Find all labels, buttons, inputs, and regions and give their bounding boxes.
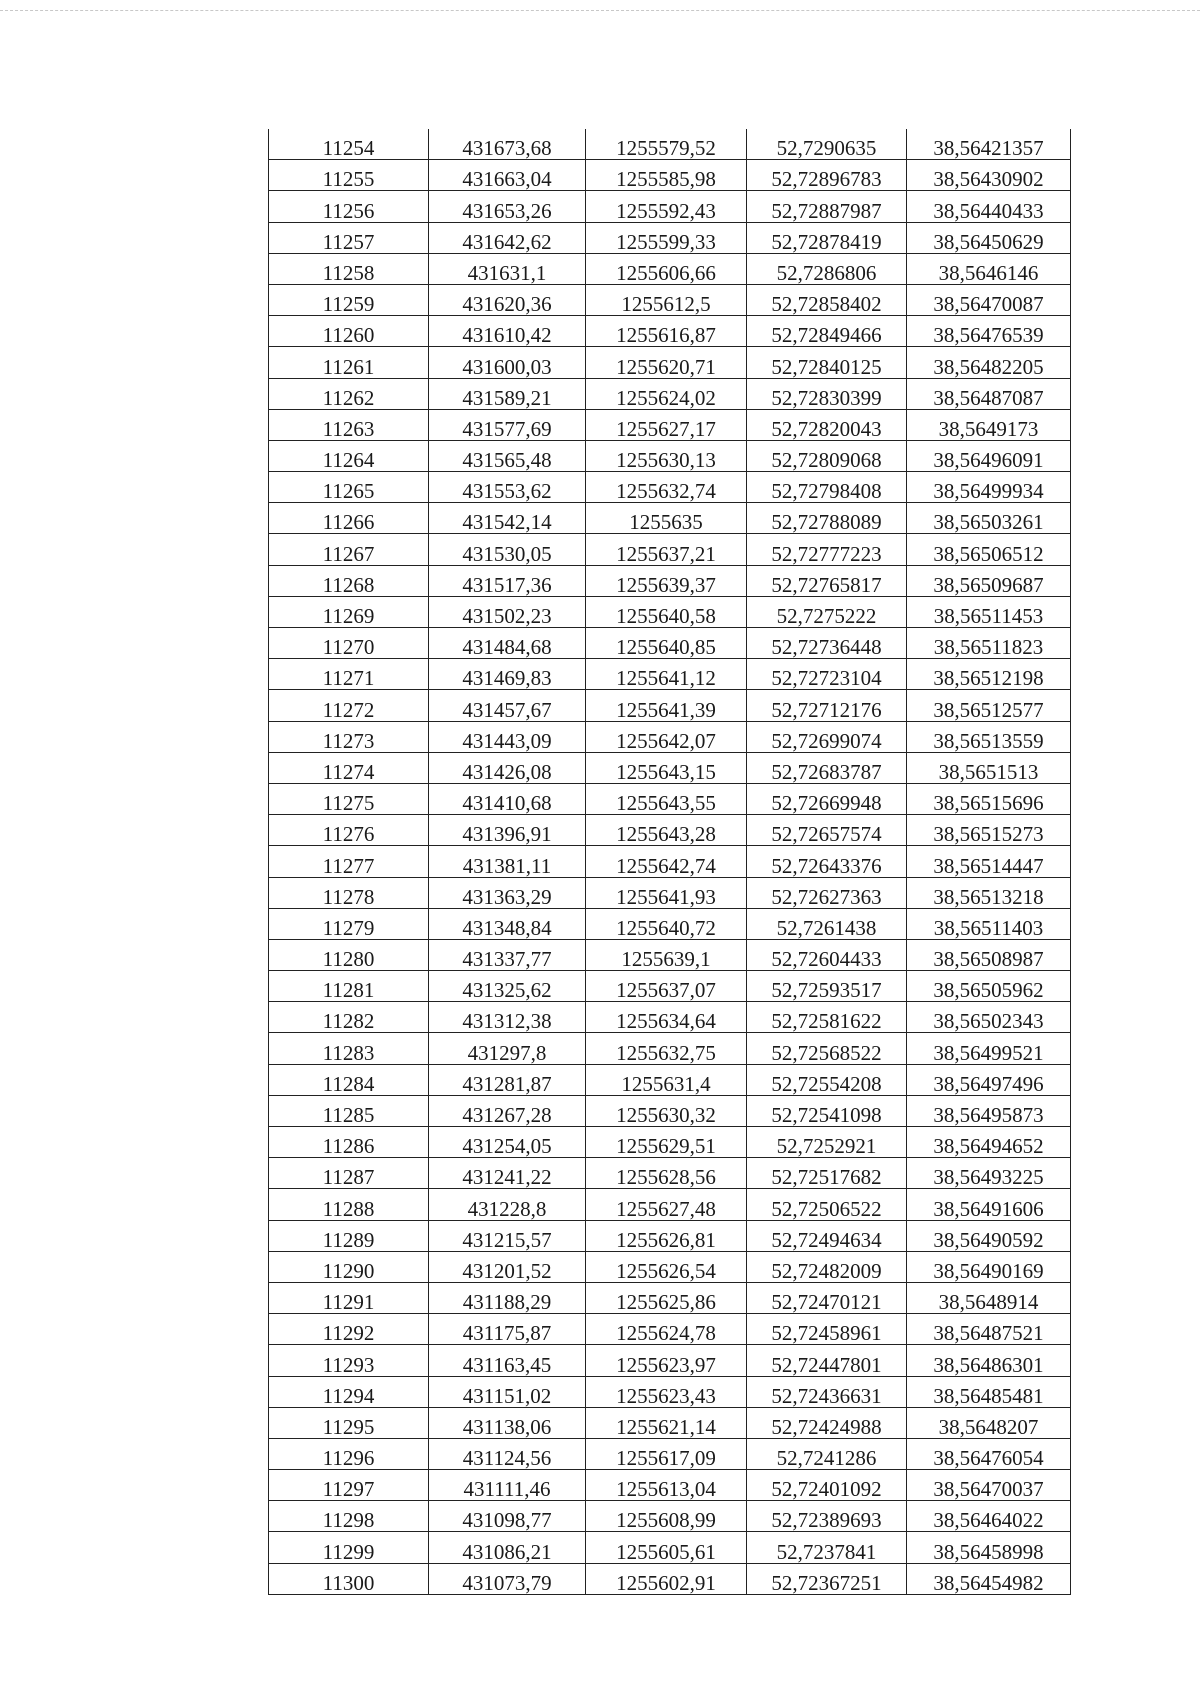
x-coordinate-cell: 431469,83 [429,659,586,690]
y-coordinate-cell: 1255634,64 [586,1002,747,1033]
y-coordinate-cell: 1255624,02 [586,378,747,409]
point-number-cell: 11265 [269,472,429,503]
x-coordinate-cell: 431267,28 [429,1095,586,1126]
table-row [269,846,1071,877]
y-coordinate-cell: 1255632,75 [586,1033,747,1064]
latitude-cell: 52,7241286 [747,1438,907,1469]
y-coordinate-cell: 1255640,72 [586,908,747,939]
y-coordinate-cell: 1255631,4 [586,1064,747,1095]
x-coordinate-cell: 431517,36 [429,565,586,596]
longitude-cell: 38,56491606 [907,1189,1071,1220]
point-number-cell: 11263 [269,409,429,440]
point-number-cell: 11264 [269,440,429,471]
latitude-cell: 52,72447801 [747,1345,907,1376]
point-number-cell: 11260 [269,316,429,347]
x-coordinate-cell: 431673,68 [429,129,586,160]
x-coordinate-cell: 431410,68 [429,783,586,814]
x-coordinate-cell: 431337,77 [429,939,586,970]
table-row [269,534,1071,565]
latitude-cell: 52,72604433 [747,939,907,970]
longitude-cell: 38,56497496 [907,1064,1071,1095]
point-number-cell: 11300 [269,1563,429,1594]
table-row [269,440,1071,471]
x-coordinate-cell: 431396,91 [429,815,586,846]
table-row [269,378,1071,409]
longitude-cell: 38,56487521 [907,1314,1071,1345]
x-coordinate-cell: 431151,02 [429,1376,586,1407]
point-number-cell: 11282 [269,1002,429,1033]
point-number-cell: 11274 [269,752,429,783]
latitude-cell: 52,72627363 [747,877,907,908]
longitude-cell: 38,56470087 [907,284,1071,315]
latitude-cell: 52,72830399 [747,378,907,409]
point-number-cell: 11275 [269,783,429,814]
longitude-cell: 38,5648207 [907,1407,1071,1438]
table-row [269,1345,1071,1376]
point-number-cell: 11268 [269,565,429,596]
y-coordinate-cell: 1255632,74 [586,472,747,503]
longitude-cell: 38,5649173 [907,409,1071,440]
table-row [269,1314,1071,1345]
table-row [269,659,1071,690]
x-coordinate-cell: 431163,45 [429,1345,586,1376]
latitude-cell: 52,72470121 [747,1282,907,1313]
x-coordinate-cell: 431530,05 [429,534,586,565]
x-coordinate-cell: 431348,84 [429,908,586,939]
point-number-cell: 11272 [269,690,429,721]
y-coordinate-cell: 1255637,07 [586,971,747,1002]
table-row [269,1064,1071,1095]
y-coordinate-cell: 1255579,52 [586,129,747,160]
longitude-cell: 38,56511823 [907,628,1071,659]
point-number-cell: 11284 [269,1064,429,1095]
point-number-cell: 11255 [269,160,429,191]
point-number-cell: 11254 [269,129,429,160]
y-coordinate-cell: 1255635 [586,503,747,534]
longitude-cell: 38,56440433 [907,191,1071,222]
y-coordinate-cell: 1255640,85 [586,628,747,659]
longitude-cell: 38,56506512 [907,534,1071,565]
longitude-cell: 38,56490592 [907,1220,1071,1251]
longitude-cell: 38,56482205 [907,347,1071,378]
x-coordinate-cell: 431443,09 [429,721,586,752]
table-row [269,565,1071,596]
longitude-cell: 38,56421357 [907,129,1071,160]
x-coordinate-cell: 431610,42 [429,316,586,347]
y-coordinate-cell: 1255602,91 [586,1563,747,1594]
point-number-cell: 11269 [269,596,429,627]
latitude-cell: 52,72436631 [747,1376,907,1407]
table-row [269,284,1071,315]
latitude-cell: 52,72424988 [747,1407,907,1438]
y-coordinate-cell: 1255642,74 [586,846,747,877]
longitude-cell: 38,56485481 [907,1376,1071,1407]
x-coordinate-cell: 431325,62 [429,971,586,1002]
x-coordinate-cell: 431175,87 [429,1314,586,1345]
longitude-cell: 38,5651513 [907,752,1071,783]
longitude-cell: 38,56470037 [907,1470,1071,1501]
x-coordinate-cell: 431201,52 [429,1251,586,1282]
longitude-cell: 38,56511403 [907,908,1071,939]
longitude-cell: 38,56487087 [907,378,1071,409]
x-coordinate-cell: 431426,08 [429,752,586,783]
table-row [269,1095,1071,1126]
table-row [269,1127,1071,1158]
table-row [269,1438,1071,1469]
point-number-cell: 11290 [269,1251,429,1282]
latitude-cell: 52,72849466 [747,316,907,347]
table-row [269,191,1071,222]
y-coordinate-cell: 1255643,55 [586,783,747,814]
longitude-cell: 38,5646146 [907,253,1071,284]
latitude-cell: 52,7252921 [747,1127,907,1158]
y-coordinate-cell: 1255621,14 [586,1407,747,1438]
point-number-cell: 11292 [269,1314,429,1345]
x-coordinate-cell: 431542,14 [429,503,586,534]
longitude-cell: 38,56450629 [907,222,1071,253]
latitude-cell: 52,72887987 [747,191,907,222]
y-coordinate-cell: 1255606,66 [586,253,747,284]
latitude-cell: 52,72798408 [747,472,907,503]
table-row [269,503,1071,534]
y-coordinate-cell: 1255605,61 [586,1532,747,1563]
latitude-cell: 52,72554208 [747,1064,907,1095]
y-coordinate-cell: 1255627,17 [586,409,747,440]
table-row [269,1282,1071,1313]
x-coordinate-cell: 431098,77 [429,1501,586,1532]
table-row [269,1033,1071,1064]
latitude-cell: 52,7261438 [747,908,907,939]
latitude-cell: 52,72683787 [747,752,907,783]
latitude-cell: 52,72541098 [747,1095,907,1126]
x-coordinate-cell: 431254,05 [429,1127,586,1158]
longitude-cell: 38,56514447 [907,846,1071,877]
longitude-cell: 38,56496091 [907,440,1071,471]
y-coordinate-cell: 1255616,87 [586,316,747,347]
longitude-cell: 38,56490169 [907,1251,1071,1282]
latitude-cell: 52,72878419 [747,222,907,253]
table-row [269,783,1071,814]
x-coordinate-cell: 431297,8 [429,1033,586,1064]
x-coordinate-cell: 431381,11 [429,846,586,877]
table-row [269,347,1071,378]
x-coordinate-cell: 431215,57 [429,1220,586,1251]
table-row [269,1189,1071,1220]
point-number-cell: 11277 [269,846,429,877]
longitude-cell: 38,56430902 [907,160,1071,191]
longitude-cell: 38,56505962 [907,971,1071,1002]
table-row [269,1158,1071,1189]
latitude-cell: 52,7286806 [747,253,907,284]
point-number-cell: 11278 [269,877,429,908]
latitude-cell: 52,72669948 [747,783,907,814]
y-coordinate-cell: 1255624,78 [586,1314,747,1345]
longitude-cell: 38,56454982 [907,1563,1071,1594]
point-number-cell: 11262 [269,378,429,409]
table-row [269,939,1071,970]
latitude-cell: 52,72643376 [747,846,907,877]
latitude-cell: 52,72840125 [747,347,907,378]
table-row [269,1407,1071,1438]
y-coordinate-cell: 1255608,99 [586,1501,747,1532]
point-number-cell: 11280 [269,939,429,970]
table-row [269,253,1071,284]
longitude-cell: 38,56509687 [907,565,1071,596]
longitude-cell: 38,56502343 [907,1002,1071,1033]
point-number-cell: 11267 [269,534,429,565]
table-row [269,1501,1071,1532]
latitude-cell: 52,72765817 [747,565,907,596]
y-coordinate-cell: 1255585,98 [586,160,747,191]
point-number-cell: 11276 [269,815,429,846]
table-row [269,721,1071,752]
point-number-cell: 11295 [269,1407,429,1438]
latitude-cell: 52,72699074 [747,721,907,752]
latitude-cell: 52,72506522 [747,1189,907,1220]
x-coordinate-cell: 431620,36 [429,284,586,315]
table-row [269,752,1071,783]
latitude-cell: 52,72401092 [747,1470,907,1501]
latitude-cell: 52,72458961 [747,1314,907,1345]
point-number-cell: 11259 [269,284,429,315]
table-row [269,628,1071,659]
latitude-cell: 52,72568522 [747,1033,907,1064]
point-number-cell: 11279 [269,908,429,939]
point-number-cell: 11299 [269,1532,429,1563]
table-row [269,877,1071,908]
x-coordinate-cell: 431589,21 [429,378,586,409]
latitude-cell: 52,7290635 [747,129,907,160]
y-coordinate-cell: 1255629,51 [586,1127,747,1158]
x-coordinate-cell: 431502,23 [429,596,586,627]
y-coordinate-cell: 1255637,21 [586,534,747,565]
point-number-cell: 11261 [269,347,429,378]
y-coordinate-cell: 1255620,71 [586,347,747,378]
point-number-cell: 11257 [269,222,429,253]
point-number-cell: 11271 [269,659,429,690]
point-number-cell: 11256 [269,191,429,222]
point-number-cell: 11273 [269,721,429,752]
table-row [269,908,1071,939]
latitude-cell: 52,72777223 [747,534,907,565]
point-number-cell: 11288 [269,1189,429,1220]
x-coordinate-cell: 431073,79 [429,1563,586,1594]
y-coordinate-cell: 1255642,07 [586,721,747,752]
latitude-cell: 52,72494634 [747,1220,907,1251]
table-row [269,690,1071,721]
point-number-cell: 11283 [269,1033,429,1064]
longitude-cell: 38,56503261 [907,503,1071,534]
y-coordinate-cell: 1255643,15 [586,752,747,783]
x-coordinate-cell: 431631,1 [429,253,586,284]
longitude-cell: 38,56513559 [907,721,1071,752]
table-row [269,129,1071,160]
latitude-cell: 52,72820043 [747,409,907,440]
longitude-cell: 38,56499521 [907,1033,1071,1064]
y-coordinate-cell: 1255643,28 [586,815,747,846]
longitude-cell: 38,56515696 [907,783,1071,814]
x-coordinate-cell: 431086,21 [429,1532,586,1563]
longitude-cell: 38,56464022 [907,1501,1071,1532]
y-coordinate-cell: 1255623,97 [586,1345,747,1376]
latitude-cell: 52,72723104 [747,659,907,690]
longitude-cell: 38,56476054 [907,1438,1071,1469]
x-coordinate-cell: 431312,38 [429,1002,586,1033]
longitude-cell: 38,56476539 [907,316,1071,347]
table-row [269,1251,1071,1282]
latitude-cell: 52,72858402 [747,284,907,315]
coordinates-table [268,129,1071,1595]
table-row [269,596,1071,627]
point-number-cell: 11289 [269,1220,429,1251]
y-coordinate-cell: 1255625,86 [586,1282,747,1313]
y-coordinate-cell: 1255640,58 [586,596,747,627]
table-row [269,971,1071,1002]
longitude-cell: 38,56515273 [907,815,1071,846]
table-row [269,1220,1071,1251]
coordinates-table-body [269,129,1071,1594]
latitude-cell: 52,72712176 [747,690,907,721]
longitude-cell: 38,56486301 [907,1345,1071,1376]
table-row [269,472,1071,503]
longitude-cell: 38,56512577 [907,690,1071,721]
longitude-cell: 38,56493225 [907,1158,1071,1189]
table-row [269,160,1071,191]
latitude-cell: 52,7237841 [747,1532,907,1563]
longitude-cell: 38,56499934 [907,472,1071,503]
point-number-cell: 11294 [269,1376,429,1407]
y-coordinate-cell: 1255613,04 [586,1470,747,1501]
x-coordinate-cell: 431565,48 [429,440,586,471]
x-coordinate-cell: 431241,22 [429,1158,586,1189]
x-coordinate-cell: 431111,46 [429,1470,586,1501]
table-row [269,815,1071,846]
x-coordinate-cell: 431228,8 [429,1189,586,1220]
longitude-cell: 38,56508987 [907,939,1071,970]
x-coordinate-cell: 431363,29 [429,877,586,908]
table-row [269,1002,1071,1033]
point-number-cell: 11287 [269,1158,429,1189]
longitude-cell: 38,56458998 [907,1532,1071,1563]
y-coordinate-cell: 1255639,37 [586,565,747,596]
latitude-cell: 52,72657574 [747,815,907,846]
x-coordinate-cell: 431138,06 [429,1407,586,1438]
y-coordinate-cell: 1255627,48 [586,1189,747,1220]
longitude-cell: 38,5648914 [907,1282,1071,1313]
y-coordinate-cell: 1255641,93 [586,877,747,908]
longitude-cell: 38,56495873 [907,1095,1071,1126]
point-number-cell: 11296 [269,1438,429,1469]
longitude-cell: 38,56511453 [907,596,1071,627]
point-number-cell: 11298 [269,1501,429,1532]
x-coordinate-cell: 431457,67 [429,690,586,721]
table-row [269,409,1071,440]
x-coordinate-cell: 431124,56 [429,1438,586,1469]
y-coordinate-cell: 1255641,12 [586,659,747,690]
y-coordinate-cell: 1255626,81 [586,1220,747,1251]
x-coordinate-cell: 431577,69 [429,409,586,440]
table-row [269,1376,1071,1407]
latitude-cell: 52,72788089 [747,503,907,534]
x-coordinate-cell: 431642,62 [429,222,586,253]
latitude-cell: 52,72809068 [747,440,907,471]
point-number-cell: 11270 [269,628,429,659]
point-number-cell: 11281 [269,971,429,1002]
latitude-cell: 52,7275222 [747,596,907,627]
x-coordinate-cell: 431600,03 [429,347,586,378]
table-row [269,316,1071,347]
longitude-cell: 38,56513218 [907,877,1071,908]
table-row [269,1532,1071,1563]
table-row [269,222,1071,253]
x-coordinate-cell: 431663,04 [429,160,586,191]
x-coordinate-cell: 431553,62 [429,472,586,503]
latitude-cell: 52,72896783 [747,160,907,191]
y-coordinate-cell: 1255639,1 [586,939,747,970]
point-number-cell: 11258 [269,253,429,284]
point-number-cell: 11293 [269,1345,429,1376]
point-number-cell: 11297 [269,1470,429,1501]
table-row [269,1563,1071,1594]
y-coordinate-cell: 1255612,5 [586,284,747,315]
y-coordinate-cell: 1255630,32 [586,1095,747,1126]
point-number-cell: 11291 [269,1282,429,1313]
longitude-cell: 38,56494652 [907,1127,1071,1158]
point-number-cell: 11286 [269,1127,429,1158]
latitude-cell: 52,72367251 [747,1563,907,1594]
y-coordinate-cell: 1255617,09 [586,1438,747,1469]
x-coordinate-cell: 431188,29 [429,1282,586,1313]
latitude-cell: 52,72736448 [747,628,907,659]
x-coordinate-cell: 431281,87 [429,1064,586,1095]
y-coordinate-cell: 1255599,33 [586,222,747,253]
y-coordinate-cell: 1255641,39 [586,690,747,721]
point-number-cell: 11266 [269,503,429,534]
x-coordinate-cell: 431653,26 [429,191,586,222]
y-coordinate-cell: 1255592,43 [586,191,747,222]
latitude-cell: 52,72482009 [747,1251,907,1282]
latitude-cell: 52,72581622 [747,1002,907,1033]
latitude-cell: 52,72389693 [747,1501,907,1532]
latitude-cell: 52,72517682 [747,1158,907,1189]
point-number-cell: 11285 [269,1095,429,1126]
scan-top-edge [0,10,1200,11]
y-coordinate-cell: 1255628,56 [586,1158,747,1189]
y-coordinate-cell: 1255626,54 [586,1251,747,1282]
longitude-cell: 38,56512198 [907,659,1071,690]
y-coordinate-cell: 1255623,43 [586,1376,747,1407]
table-row [269,1470,1071,1501]
latitude-cell: 52,72593517 [747,971,907,1002]
y-coordinate-cell: 1255630,13 [586,440,747,471]
x-coordinate-cell: 431484,68 [429,628,586,659]
